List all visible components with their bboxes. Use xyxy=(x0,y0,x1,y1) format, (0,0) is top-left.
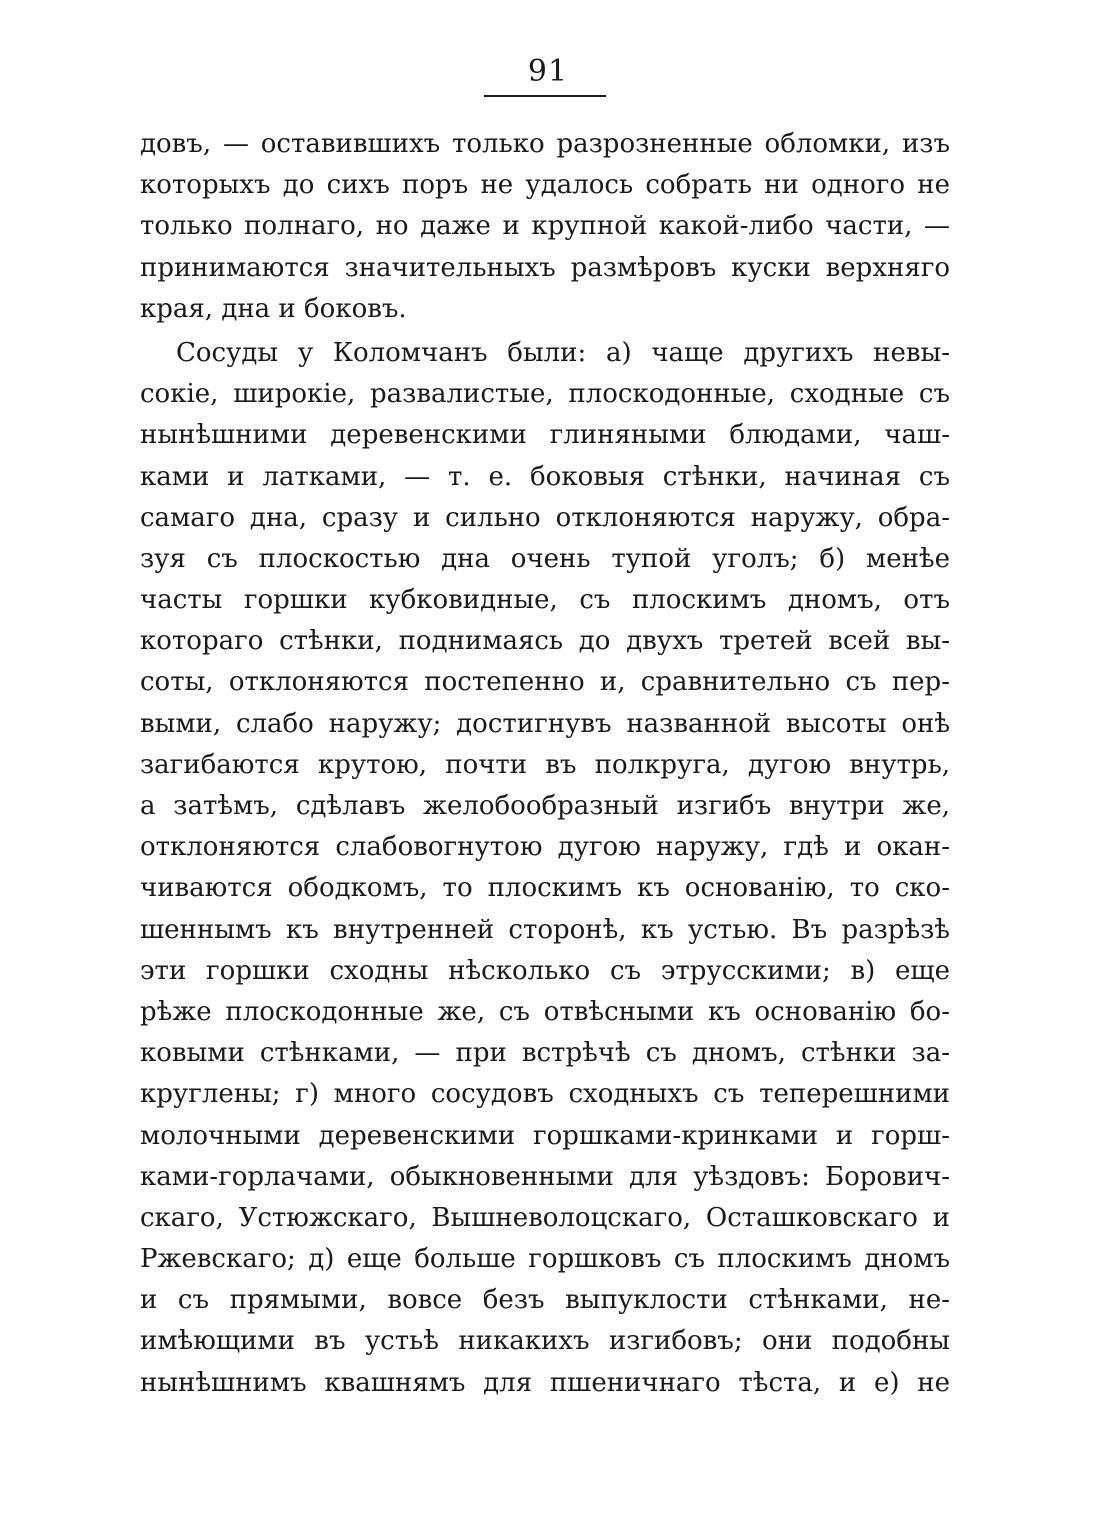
text-line: чиваются ободкомъ, то плоскимъ къ основанію, то ско- xyxy=(140,873,950,904)
text-line: выми, слабо наружу; достигнувъ названной высоты онѣ xyxy=(140,708,950,739)
text-line: Ржевскаго; д) еще больше горшковъ съ плоскимъ дномъ xyxy=(140,1244,950,1275)
text-line: и съ прямыми, вовсе безъ выпуклости стѣнками, не- xyxy=(140,1285,950,1316)
text-line: соты, отклоняются постепенно и, сравнительно съ пер- xyxy=(140,667,950,698)
text-line: отклоняются слабовогнутою дугою наружу, гдѣ и окан- xyxy=(140,832,950,863)
text-line: скаго, Устюжскаго, Вышневолоцскаго, Осташковскаго и xyxy=(140,1202,950,1233)
text-line: самаго дна, сразу и сильно отклоняются наружу, обра- xyxy=(140,502,950,533)
text-line: круглены; г) много сосудовъ сходныхъ съ теперешними xyxy=(140,1079,950,1110)
text-line: часты горшки кубковидные, съ плоскимъ дномъ, отъ xyxy=(140,585,950,616)
page-number: 91 xyxy=(527,54,569,89)
text-line: рѣже плоскодонные же, съ отвѣсными къ основанію бо- xyxy=(140,996,950,1027)
text-line: эти горшки сходны нѣсколько съ этрусскими; в) еще xyxy=(140,955,950,986)
text-line: котораго стѣнки, поднимаясь до двухъ третей всей вы- xyxy=(140,626,950,657)
text-line: а затѣмъ, сдѣлавъ желобообразный изгибъ внутри же, xyxy=(140,791,950,821)
text-line: Сосуды у Коломчанъ были: а) чаще другихъ невы- xyxy=(176,337,950,368)
text-line: молочными деревенскими горшками-кринками и горш- xyxy=(140,1120,950,1151)
text-line: сокіе, широкіе, развалистые, плоскодонные, сходные съ xyxy=(140,379,950,410)
text-line: довъ, — оставившихъ только разрозненные обломки, изъ xyxy=(140,129,950,159)
paragraph-2 xyxy=(140,333,950,1404)
text-line: только полнаго, но даже и крупной какой-либо части, — xyxy=(140,211,950,242)
page-number-rule xyxy=(484,95,606,97)
body-text xyxy=(140,124,950,1404)
text-line: зуя съ плоскостью дна очень тупой уголъ; б) менѣе xyxy=(140,543,950,574)
text-line: нынѣшними деревенскими глиняными блюдами, чаш- xyxy=(140,420,950,451)
text-line: которыхъ до сихъ поръ не удалось собрать ни одного не xyxy=(140,170,950,201)
paragraph-1 xyxy=(140,124,950,330)
text-line: ками-горлачами, обыкновенными для уѣздовъ: Борович- xyxy=(140,1161,950,1192)
text-line: загибаются крутою, почти въ полкруга, дугою внутрь, xyxy=(140,749,950,780)
text-line: шеннымъ къ внутренней сторонѣ, къ устью. Въ разрѣзѣ xyxy=(140,914,950,945)
text-line: ковыми стѣнками, — при встрѣчѣ съ дномъ, стѣнки за- xyxy=(140,1038,950,1069)
text-line: нынѣшнимъ квашнямъ для пшеничнаго тѣста, и е) не xyxy=(140,1367,950,1398)
text-line: принимаются значительныхъ размѣровъ куски верхняго xyxy=(140,252,950,283)
text-line: края, дна и боковъ. xyxy=(140,293,407,324)
text-line: имѣющими въ устьѣ никакихъ изгибовъ; они подобны xyxy=(140,1326,950,1357)
text-line: ками и латками, — т. е. боковыя стѣнки, начиная съ xyxy=(140,461,950,492)
